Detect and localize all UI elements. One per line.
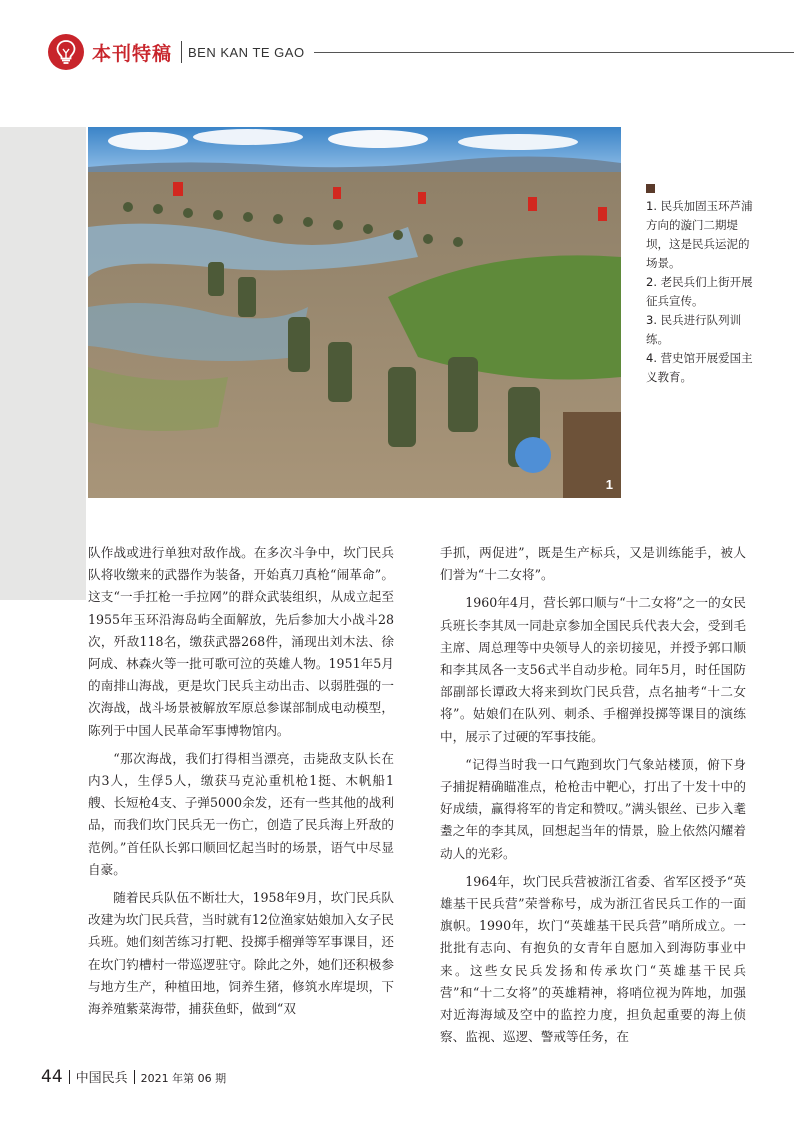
issue-label: 2021 年第 06 期 (140, 1072, 227, 1085)
cloud (328, 130, 428, 148)
column-logo (48, 34, 84, 70)
page-number: 44 (41, 1067, 63, 1087)
photo-illustration (88, 127, 621, 498)
photo-number: 1 (605, 477, 613, 492)
footer-separator (69, 1070, 70, 1084)
body-paragraph: “那次海战，我们打得相当漂亮，击毙敌支队长在内3人，生俘5人，缴获马克沁重机枪1挺、木帆船1艘、长短枪4支、子弹5000余发，还有一些其他的战利品，而我们坎门民兵无一伤亡，创造了民兵海上歼敌的范例。”首任队长郭口顺回忆起当时的场景，语气中尽显自豪。 (88, 750, 394, 877)
cloud (193, 129, 303, 145)
header-rule (314, 52, 794, 53)
body-paragraph: 手抓，两促进”，既是生产标兵，又是训练能手，被人们誉为“十二女将”。 (440, 545, 746, 583)
page-footer (41, 1067, 226, 1087)
caption-line: 3. 民兵进行队列训练。 (646, 313, 742, 346)
cloud (458, 134, 578, 150)
caption-marker (646, 184, 655, 193)
caption-line: 2. 老民兵们上街开展征兵宣传。 (646, 275, 753, 308)
body-column-right (440, 542, 746, 1054)
footer-separator (134, 1070, 135, 1084)
cloud (108, 132, 188, 150)
militia-photo (88, 127, 621, 498)
magazine-name: 中国民兵 (75, 1071, 128, 1086)
body-column-left (88, 542, 394, 1026)
body-paragraph: “记得当时我一口气跑到坎门气象站楼顶，俯下身子捕捉精确瞄准点，枪枪击中靶心，打出了十发十中的好成绩，赢得将军的肯定和赞叹。”满头银丝、已步入耄耋之年的李其凤，回想起当年的情景，脸上依然闪耀着动人的光彩。 (440, 756, 746, 861)
body-paragraph: 队作战或进行单独对敌作战。在多次斗争中，坎门民兵队将收缴来的武器作为装备，开始真刀真枪“闹革命”。这支“一手扛枪一手拉网”的群众武装组织，从成立起至1955年玉环沿海岛屿全面解放，先后参加大小战斗28次，歼敌118名，缴获武器268件，涌现出刘木法、徐阿成、林森火等一批可歌可泣的英雄人物。1951年5月的南排山海战，更是坎门民兵主动出击、以弱胜强的一次海战，战斗场景被解放军原总参谋部制成电动模型，陈列于中国人民革命军事博物馆内。 (88, 545, 394, 738)
caption-line: 1. 民兵加固玉环芦浦方向的漩门二期堤坝，这是民兵运泥的场景。 (646, 199, 753, 270)
column-title: 本刊特稿 (92, 43, 173, 65)
header-separator (181, 41, 182, 63)
decorative-gray-block (0, 127, 86, 600)
photo-caption (646, 184, 756, 387)
column-header (48, 34, 794, 74)
caption-line: 4. 营史馆开展爱国主义教育。 (646, 351, 753, 384)
blue-hat (515, 437, 551, 473)
body-paragraph: 1964年，坎门民兵营被浙江省委、省军区授予“英雄基干民兵营”荣誉称号，成为浙江省民兵工作的一面旗帜。1990年，坎门“英雄基干民兵营”哨所成立。一批批有志向、有抱负的女青年自愿加入到海防事业中来。这些女民兵发扬和传承坎门“英雄基干民兵营”和“十二女将”的英雄精神，将哨位视为阵地，加强对近海海域及空中的监控力度，担负起重要的海上侦察、监视、巡逻、警戒等任务，在 (440, 873, 746, 1045)
lightbulb-icon (55, 39, 77, 65)
body-paragraph: 随着民兵队伍不断壮大，1958年9月，坎门民兵队改建为坎门民兵营，当时就有12位渔家姑娘加入女子民兵班。她们刻苦练习打靶、投掷手榴弹等军事课目，还在坎门钓槽村一带巡逻驻守。除此之外，她们还积极参与地方生产，种植田地，饲养生猪，修筑水库堤坝，下海养殖紫菜海带，捕获鱼虾，做到“双 (88, 890, 394, 1017)
column-subtitle: BEN KAN TE GAO (188, 45, 305, 60)
body-paragraph: 1960年4月，营长郭口顺与“十二女将”之一的女民兵班长李其凤一同赴京参加全国民兵代表大会，受到毛主席、周总理等中央领导人的亲切接见，并授予郭口顺和李其凤各一支56式半自动步枪。同年5月，时任国防部副部长谭政大将来到坎门民兵营，点名抽考“十二女将”。姑娘们在队列、刺杀、手榴弹投掷等课目的演练中，展示了过硬的军事技能。 (440, 595, 746, 744)
